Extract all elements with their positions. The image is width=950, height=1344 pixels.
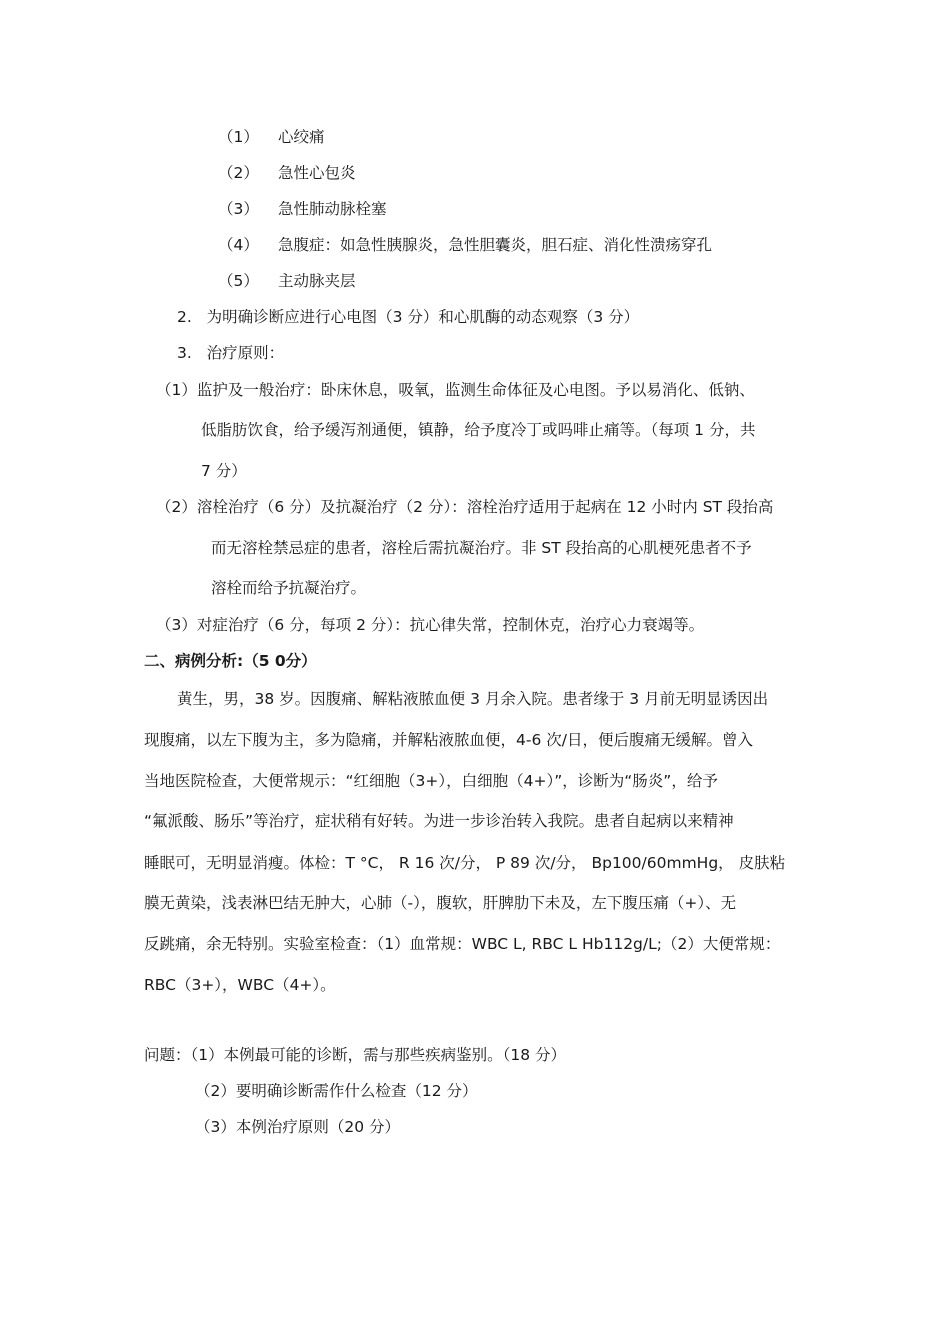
list-item: 急性心包炎	[278, 164, 356, 182]
case-paragraph-line: 现腹痛，以左下腹为主，多为隐痛，并解粘液脓血便，4-6 次/日，便后腹痛无缓解。曾入	[144, 731, 753, 749]
case-paragraph-line: 黄生，男，38 岁。因腹痛、解粘液脓血便 3 月余入院。患者缘于 3 月前无明显诱因出	[177, 690, 769, 708]
section-heading: 二、病例分析:（5 0分）	[144, 652, 317, 670]
case-paragraph-line: “氟派酸、肠乐”等治疗，症状稍有好转。为进一步诊治转入我院。患者自起病以来精神	[144, 812, 734, 830]
case-paragraph-line: 反跳痛，余无特别。实验室检查：（1）血常规：WBC L, RBC L Hb112g/L;（2）大便常规：	[144, 935, 781, 953]
treatment-paragraph-line: 低脂肪饮食，给予缓泻剂通便，镇静，给予度冷丁或吗啡止痛等。（每项 1 分，共	[201, 421, 756, 439]
treatment-paragraph-line: 7 分）	[201, 462, 247, 480]
numbered-paragraph: 2. 为明确诊断应进行心电图（3 分）和心肌酶的动态观察（3 分）	[177, 308, 640, 326]
treatment-paragraph-line: 而无溶栓禁忌症的患者，溶栓后需抗凝治疗。非 ST 段抬高的心肌梗死患者不予	[211, 539, 752, 557]
list-item: 主动脉夹层	[278, 272, 356, 290]
list-item: 急性肺动脉栓塞	[278, 200, 387, 218]
treatment-paragraph-line: （2）溶栓治疗（6 分）及抗凝治疗（2 分）：溶栓治疗适用于起病在 12 小时内 ST 段抬高	[156, 498, 774, 516]
treatment-paragraph-line: （1）监护及一般治疗：卧床休息，吸氧，监测生命体征及心电图。予以易消化、低钠、	[156, 381, 755, 399]
list-number: （4）	[218, 236, 259, 254]
question-line: （3）本例治疗原则（20 分）	[195, 1118, 401, 1136]
numbered-paragraph: 3. 治疗原则：	[177, 344, 285, 362]
case-paragraph-line: RBC（3+），WBC（4+）。	[144, 976, 336, 994]
list-number: （1）	[218, 128, 259, 146]
list-number: （3）	[218, 200, 259, 218]
question-line: （2）要明确诊断需作什么检查（12 分）	[195, 1082, 478, 1100]
list-item: 急腹症：如急性胰腺炎，急性胆囊炎，胆石症、消化性溃疡穿孔	[278, 236, 713, 254]
case-paragraph-line: 当地医院检查，大便常规示：“红细胞（3+），白细胞（4+）”，诊断为“肠炎”，给予	[144, 772, 718, 790]
treatment-paragraph-line: 溶栓而给予抗凝治疗。	[211, 579, 367, 597]
case-paragraph-line: 睡眠可，无明显消瘦。体检：T °C， R 16 次/分， P 89 次/分， Bp100/60mmHg， 皮肤粘	[144, 854, 786, 872]
treatment-paragraph-line: （3）对症治疗（6 分，每项 2 分）：抗心律失常，控制休克，治疗心力衰竭等。	[156, 616, 705, 634]
list-number: （5）	[218, 272, 259, 290]
question-line: 问题：（1）本例最可能的诊断，需与那些疾病鉴别。（18 分）	[144, 1046, 567, 1064]
list-item: 心绞痛	[278, 128, 325, 146]
list-number: （2）	[218, 164, 259, 182]
case-paragraph-line: 膜无黄染，浅表淋巴结无肿大，心肺（-），腹软，肝脾肋下未及，左下腹压痛（+）、无	[144, 894, 737, 912]
